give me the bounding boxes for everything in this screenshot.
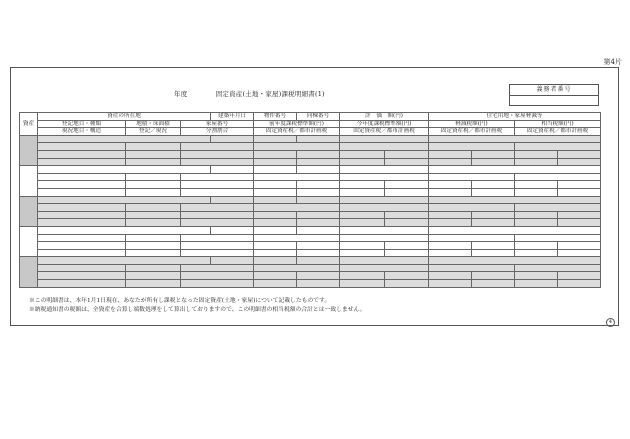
record-cell bbox=[429, 219, 472, 227]
record-cell bbox=[558, 272, 601, 280]
record-cell bbox=[38, 249, 126, 257]
record-cell bbox=[126, 242, 181, 250]
record-cell bbox=[181, 143, 254, 151]
record-cell bbox=[429, 166, 601, 174]
record-cell bbox=[385, 211, 429, 219]
year-label: 年度 bbox=[174, 90, 188, 98]
record-cell bbox=[472, 219, 515, 227]
record-cell bbox=[515, 219, 558, 227]
record-cell bbox=[340, 181, 385, 189]
record-cell bbox=[385, 249, 429, 257]
record-cell bbox=[181, 211, 254, 219]
record-cell bbox=[254, 272, 297, 280]
record-cell bbox=[472, 211, 515, 219]
record-cell bbox=[254, 196, 297, 204]
record-cell bbox=[385, 242, 429, 250]
record-cell bbox=[429, 173, 515, 181]
record-cell bbox=[254, 234, 340, 242]
record-cell bbox=[340, 280, 385, 288]
record-cell bbox=[254, 219, 297, 227]
record-cell bbox=[340, 143, 429, 151]
record-cell bbox=[429, 264, 515, 272]
record-cell bbox=[297, 181, 340, 189]
header-prev-year-standard: 前年度課税標準額(円) bbox=[254, 120, 340, 128]
detail-table bbox=[19, 112, 601, 288]
record-cell bbox=[429, 188, 472, 196]
record-cell bbox=[211, 257, 254, 265]
header-current-land: 現況地目・構造 bbox=[38, 128, 126, 136]
record-cell bbox=[515, 188, 558, 196]
record-cell bbox=[472, 242, 515, 250]
record-cell bbox=[38, 173, 126, 181]
record-cell bbox=[254, 204, 340, 212]
form-title bbox=[174, 89, 325, 98]
record-cell bbox=[340, 257, 429, 265]
header-fixed-city-3: 固定資産税／都市計画税 bbox=[429, 128, 515, 136]
record-cell bbox=[181, 219, 254, 227]
record-cell bbox=[211, 196, 254, 204]
record-cell bbox=[126, 143, 181, 151]
record-cell bbox=[38, 211, 126, 219]
record-cell bbox=[297, 166, 340, 174]
record-cell bbox=[38, 242, 126, 250]
record-cell bbox=[38, 234, 126, 242]
record-cell bbox=[515, 272, 558, 280]
record-cell bbox=[38, 135, 211, 143]
note-1: ※この明細書は、本年1月1日現在、あなたが所有し課税となった固定資産(土地・家屋)について記載したものです。 bbox=[29, 298, 331, 304]
asset-cell bbox=[20, 226, 38, 256]
record-cell bbox=[38, 257, 211, 265]
record-cell bbox=[340, 211, 385, 219]
record-cell bbox=[38, 264, 126, 272]
header-registered-land: 登記地目・種類 bbox=[38, 120, 126, 128]
record-cell bbox=[340, 226, 429, 234]
record-cell bbox=[254, 264, 340, 272]
record-cell bbox=[472, 280, 515, 288]
note-2: ※納税通知書の税額は、全資産を合算し端数処理をして算出しておりますので、この明細書の相当税額の合計とは一致しません。 bbox=[29, 307, 366, 313]
record-cell bbox=[181, 204, 254, 212]
record-cell bbox=[126, 158, 181, 166]
record-cell bbox=[558, 188, 601, 196]
record-cell bbox=[38, 219, 126, 227]
asset-cell bbox=[20, 196, 38, 226]
record-cell bbox=[181, 173, 254, 181]
record-cell bbox=[340, 272, 385, 280]
record-cell bbox=[181, 158, 254, 166]
record-cell bbox=[558, 181, 601, 189]
record-cell bbox=[297, 135, 340, 143]
record-cell bbox=[340, 249, 385, 257]
header-construction-date: 建築年月日 bbox=[211, 113, 254, 121]
record-cell bbox=[472, 272, 515, 280]
asset-cell bbox=[20, 135, 38, 165]
record-cell bbox=[558, 242, 601, 250]
record-cell bbox=[297, 257, 340, 265]
record-cell bbox=[515, 249, 558, 257]
record-cell bbox=[126, 211, 181, 219]
record-cell bbox=[181, 280, 254, 288]
record-cell bbox=[181, 242, 254, 250]
header-area: 地積・床面積 bbox=[126, 120, 181, 128]
record-cell bbox=[340, 158, 385, 166]
record-cell bbox=[429, 226, 601, 234]
record-cell bbox=[126, 219, 181, 227]
page-circle-number: 4 bbox=[606, 318, 615, 327]
page-number: 第4片 bbox=[603, 58, 622, 66]
record-cell bbox=[515, 150, 558, 158]
record-cell bbox=[558, 211, 601, 219]
record-cell bbox=[126, 272, 181, 280]
header-property-number: 物件番号 bbox=[254, 113, 297, 121]
record-cell bbox=[340, 264, 429, 272]
record-cell bbox=[385, 219, 429, 227]
record-cell bbox=[126, 188, 181, 196]
record-cell bbox=[126, 150, 181, 158]
taxpayer-number-value bbox=[510, 96, 598, 105]
record-cell bbox=[126, 234, 181, 242]
record-cell bbox=[297, 242, 340, 250]
record-cell bbox=[472, 188, 515, 196]
record-cell bbox=[211, 135, 254, 143]
record-cell bbox=[38, 280, 126, 288]
record-cell bbox=[340, 196, 429, 204]
record-cell bbox=[340, 219, 385, 227]
record-cell bbox=[340, 204, 429, 212]
form-title-text: 固定資産(土地・家屋)課税明細書(1) bbox=[215, 90, 325, 98]
record-cell bbox=[211, 166, 254, 174]
record-cell bbox=[429, 234, 515, 242]
record-cell bbox=[429, 249, 472, 257]
record-cell bbox=[254, 166, 297, 174]
record-cell bbox=[429, 204, 515, 212]
record-cell bbox=[254, 150, 297, 158]
record-cell bbox=[254, 135, 297, 143]
record-cell bbox=[385, 150, 429, 158]
record-cell bbox=[254, 280, 297, 288]
record-cell bbox=[515, 143, 601, 151]
header-registered-current: 登記／現況 bbox=[126, 128, 181, 136]
record-cell bbox=[38, 166, 211, 174]
record-cell bbox=[558, 158, 601, 166]
record-cell bbox=[297, 158, 340, 166]
record-cell bbox=[126, 181, 181, 189]
record-cell bbox=[126, 249, 181, 257]
record-cell bbox=[385, 181, 429, 189]
record-cell bbox=[515, 211, 558, 219]
header-this-year-standard: 今年度課税標準額(円) bbox=[340, 120, 429, 128]
asset-cell bbox=[20, 166, 38, 196]
record-cell bbox=[181, 181, 254, 189]
record-cell bbox=[254, 257, 297, 265]
record-cell bbox=[38, 272, 126, 280]
record-cell bbox=[38, 204, 126, 212]
record-cell bbox=[38, 196, 211, 204]
header-building-number: 同棟番号 bbox=[297, 113, 340, 121]
record-cell bbox=[254, 181, 297, 189]
asset-cell bbox=[20, 257, 38, 287]
record-cell bbox=[254, 143, 340, 151]
record-cell bbox=[38, 226, 211, 234]
record-cell bbox=[429, 272, 472, 280]
record-cell bbox=[385, 158, 429, 166]
header-valuation: 評 価 額(円) bbox=[340, 113, 429, 121]
record-cell bbox=[297, 272, 340, 280]
record-cell bbox=[254, 249, 297, 257]
record-cell bbox=[515, 242, 558, 250]
record-cell bbox=[515, 234, 601, 242]
record-cell bbox=[515, 280, 558, 288]
record-cell bbox=[181, 188, 254, 196]
record-cell bbox=[254, 173, 340, 181]
record-cell bbox=[126, 173, 181, 181]
record-cell bbox=[297, 150, 340, 158]
record-cell bbox=[38, 143, 126, 151]
record-cell bbox=[385, 272, 429, 280]
taxpayer-number-label: 義務者番号 bbox=[510, 85, 598, 96]
record-cell bbox=[38, 150, 126, 158]
record-cell bbox=[297, 226, 340, 234]
record-cell bbox=[297, 219, 340, 227]
record-cell bbox=[254, 211, 297, 219]
record-cell bbox=[429, 280, 472, 288]
record-cell bbox=[429, 143, 515, 151]
record-cell bbox=[558, 249, 601, 257]
record-cell bbox=[515, 264, 601, 272]
notes bbox=[29, 297, 365, 315]
record-cell bbox=[340, 173, 429, 181]
header-asset: 資産 bbox=[20, 113, 38, 136]
record-cell bbox=[211, 226, 254, 234]
record-cell bbox=[297, 249, 340, 257]
record-cell bbox=[472, 249, 515, 257]
header-share-ratio: 分割割合 bbox=[181, 128, 254, 136]
header-fixed-city-2: 固定資産税／都市計画税 bbox=[340, 128, 429, 136]
record-cell bbox=[429, 181, 472, 189]
record-cell bbox=[254, 188, 297, 196]
record-cell bbox=[429, 257, 601, 265]
record-cell bbox=[181, 234, 254, 242]
record-cell bbox=[429, 158, 472, 166]
record-cell bbox=[340, 188, 385, 196]
record-cell bbox=[558, 219, 601, 227]
header-reduced-tax: 軽減税額(円) bbox=[429, 120, 515, 128]
header-fixed-city-4: 固定資産税／都市計画税 bbox=[515, 128, 601, 136]
record-cell bbox=[340, 150, 385, 158]
record-cell bbox=[126, 264, 181, 272]
record-cell bbox=[126, 204, 181, 212]
record-cell bbox=[472, 158, 515, 166]
record-cell bbox=[429, 196, 601, 204]
record-cell bbox=[297, 188, 340, 196]
header-fixed-city-1: 固定資産税／都市計画税 bbox=[254, 128, 340, 136]
record-cell bbox=[429, 242, 472, 250]
record-cell bbox=[254, 158, 297, 166]
record-cell bbox=[558, 150, 601, 158]
record-cell bbox=[472, 150, 515, 158]
record-cell bbox=[297, 211, 340, 219]
record-cell bbox=[515, 204, 601, 212]
taxpayer-number-box bbox=[509, 84, 599, 106]
record-cell bbox=[38, 181, 126, 189]
record-cell bbox=[515, 158, 558, 166]
header-residential-land: 住宅用地・家屋軽減等 bbox=[429, 113, 601, 121]
record-cell bbox=[297, 280, 340, 288]
record-cell bbox=[429, 150, 472, 158]
record-cell bbox=[181, 249, 254, 257]
record-cell bbox=[340, 242, 385, 250]
record-cell bbox=[340, 234, 429, 242]
record-cell bbox=[515, 173, 601, 181]
record-cell bbox=[340, 166, 429, 174]
record-cell bbox=[38, 158, 126, 166]
header-house-number: 家屋番号 bbox=[181, 120, 254, 128]
record-cell bbox=[181, 272, 254, 280]
record-cell bbox=[254, 226, 297, 234]
record-cell bbox=[558, 280, 601, 288]
record-cell bbox=[181, 264, 254, 272]
header-location: 資産の所在地 bbox=[38, 113, 211, 121]
record-cell bbox=[472, 181, 515, 189]
record-cell bbox=[181, 150, 254, 158]
record-cell bbox=[515, 181, 558, 189]
record-cell bbox=[126, 280, 181, 288]
header-equiv-tax: 相当税額(円) bbox=[515, 120, 601, 128]
record-cell bbox=[38, 188, 126, 196]
record-cell bbox=[340, 135, 429, 143]
record-cell bbox=[254, 242, 297, 250]
record-cell bbox=[429, 211, 472, 219]
record-cell bbox=[297, 196, 340, 204]
record-cell bbox=[429, 135, 601, 143]
record-cell bbox=[385, 188, 429, 196]
record-cell bbox=[385, 280, 429, 288]
